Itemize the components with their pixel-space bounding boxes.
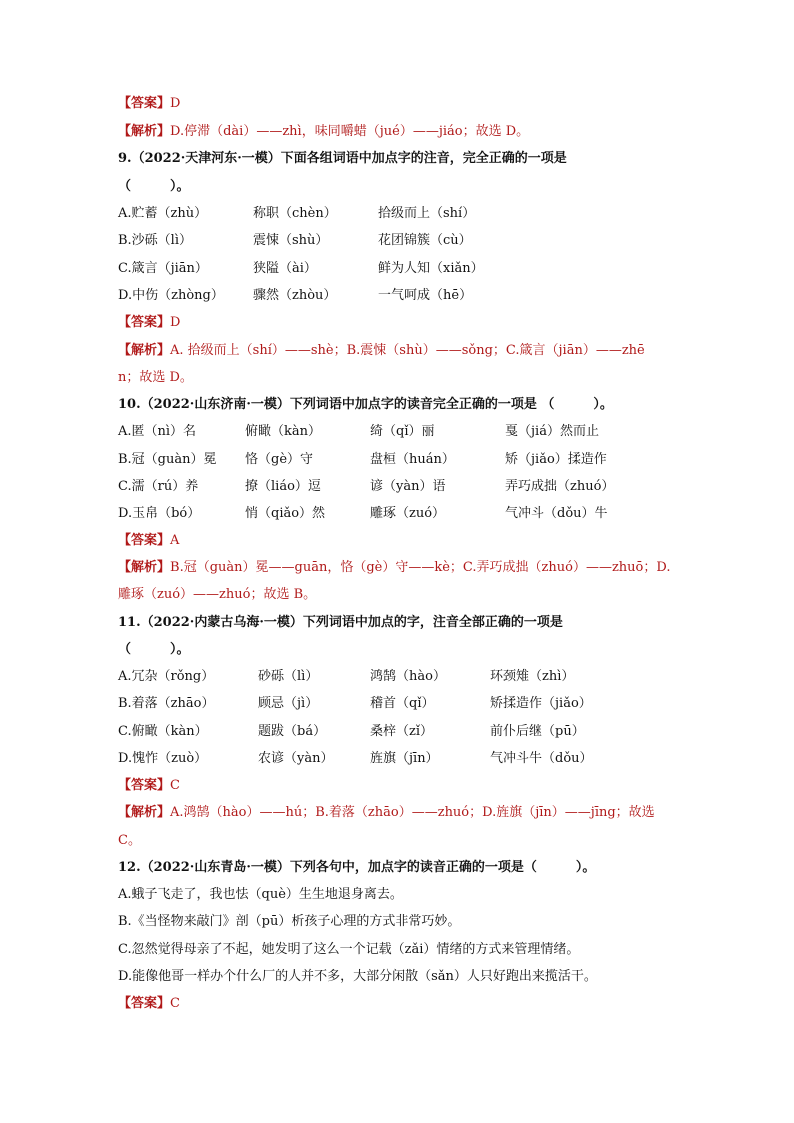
option-item: 拾级而上（shí）: [378, 206, 476, 221]
q11-stem-cont: （ ）。: [118, 642, 190, 657]
answer-label: 【答案】: [118, 315, 171, 330]
option-item: 矫揉造作（jiǎo）: [490, 696, 592, 711]
q11-stem: 11.（2022·内蒙古乌海·一模）下列词语中加点的字，注音全部正确的一项是: [118, 615, 563, 630]
option-item: 花团锦簇（cù）: [378, 233, 472, 248]
option-item: 戛（jiá）然而止: [505, 424, 599, 439]
option-item: A.贮蓄（zhù）: [118, 206, 208, 221]
option-item: C.箴言（jiān）: [118, 261, 208, 276]
option-item: 稽首（qǐ）: [370, 696, 435, 711]
option-item: 盘桓（huán）: [370, 452, 455, 467]
option-item: A.匿（nì）名: [118, 424, 197, 439]
option-item: 称职（chèn）: [253, 206, 337, 221]
option-item: 恪（gè）守: [245, 452, 314, 467]
answer-value: D: [170, 96, 181, 111]
q9-analysis-cont: n；故选 D。: [118, 370, 193, 385]
q12-option-b: B.《当怪物来敲门》剖（pū）析孩子心理的方式非常巧妙。: [118, 914, 461, 929]
option-item: 鲜为人知（xiǎn）: [378, 261, 484, 276]
q12-stem: 12.（2022·山东青岛·一模）下列各句中，加点字的读音正确的一项是（ ）。: [118, 860, 596, 875]
option-item: B.着落（zhāo）: [118, 696, 215, 711]
analysis-text: D.停滞（dài）——zhì，味同嚼蜡（jué）——jiáo；故选 D。: [170, 124, 530, 139]
option-item: B.冠（guàn）冕: [118, 452, 217, 467]
option-item: D.中伤（zhòng）: [118, 288, 224, 303]
option-item: 题跋（bá）: [258, 724, 327, 739]
analysis-text: A. 拾级而上（shí）——shè；B.震悚（shù）——sǒng；C.箴言（jiān）——zhē: [170, 343, 645, 358]
option-item: B.沙砾（lì）: [118, 233, 193, 248]
option-item: 矫（jiǎo）揉造作: [505, 452, 607, 467]
option-item: 一气呵成（hē）: [378, 288, 473, 303]
option-item: 旌旗（jīn）: [370, 751, 439, 766]
option-item: 弄巧成拙（zhuó）: [505, 479, 615, 494]
option-item: 顾忌（jì）: [258, 696, 319, 711]
q9-analysis: [118, 342, 645, 360]
answer-label: 【答案】: [118, 96, 171, 111]
q11-answer: [118, 777, 180, 795]
option-item: 农谚（yàn）: [258, 751, 334, 766]
option-item: 桑梓（zǐ）: [370, 724, 434, 739]
analysis-label: 【解析】: [118, 124, 171, 139]
answer-label: 【答案】: [118, 778, 171, 793]
option-item: 砂砾（lì）: [258, 669, 319, 684]
q9-answer: [118, 314, 180, 332]
option-item: D.玉帛（bó）: [118, 506, 201, 521]
option-item: 环颈雉（zhì）: [490, 669, 575, 684]
option-item: 俯瞰（kàn）: [245, 424, 322, 439]
option-item: 雕琢（zuó）: [370, 506, 446, 521]
analysis-text: B.冠（guàn）冕——guān，恪（gè）守——kè；C.弄巧成拙（zhuó）——zhuō；D.: [170, 560, 671, 575]
top-answer-line: [118, 95, 180, 113]
option-item: D.愧怍（zuò）: [118, 751, 208, 766]
q11-analysis-cont: C。: [118, 833, 141, 848]
option-item: 气冲斗（dǒu）牛: [505, 506, 608, 521]
answer-value: C: [170, 778, 180, 793]
analysis-text: A.鸿鹄（hào）——hú；B.着落（zhāo）——zhuó；D.旌旗（jīn）——jīng；故选: [170, 805, 655, 820]
q9-stem-cont: （ ）。: [118, 179, 190, 194]
option-item: 撩（liáo）逗: [245, 479, 321, 494]
option-item: 狭隘（ài）: [253, 261, 317, 276]
q10-analysis-cont: 雕琢（zuó）——zhuó；故选 B。: [118, 587, 317, 602]
option-item: 绮（qǐ）丽: [370, 424, 435, 439]
option-item: 前仆后继（pū）: [490, 724, 585, 739]
option-item: 悄（qiǎo）然: [245, 506, 326, 521]
option-item: A.冗杂（rǒng）: [118, 669, 215, 684]
option-item: 震悚（shù）: [253, 233, 329, 248]
analysis-label: 【解析】: [118, 805, 171, 820]
q10-stem: 10.（2022·山东济南·一模）下列词语中加点字的读音完全正确的一项是 （ ）。: [118, 397, 613, 412]
q9-stem: 9.（2022·天津河东·一模）下面各组词语中加点字的注音，完全正确的一项是: [118, 151, 567, 166]
option-item: C.俯瞰（kàn）: [118, 724, 208, 739]
q10-analysis: [118, 559, 670, 577]
option-item: C.濡（rú）养: [118, 479, 199, 494]
answer-label: 【答案】: [118, 996, 171, 1011]
q12-option-a: A.蛾子飞走了，我也怯（què）生生地退身离去。: [118, 887, 403, 902]
q12-option-c: C.忽然觉得母亲了不起，她发明了这么一个记载（zǎi）情绪的方式来管理情绪。: [118, 942, 580, 957]
answer-label: 【答案】: [118, 533, 171, 548]
analysis-label: 【解析】: [118, 560, 171, 575]
option-item: 鸿鹄（hào）: [370, 669, 446, 684]
option-item: 气冲斗牛（dǒu）: [490, 751, 593, 766]
answer-value: C: [170, 996, 180, 1011]
option-item: 谚（yàn）语: [370, 479, 446, 494]
q10-answer: [118, 532, 179, 550]
q12-answer: [118, 995, 180, 1013]
top-analysis-line: [118, 123, 529, 141]
q12-option-d: D.能像他哥一样办个什么厂的人并不多，大部分闲散（sǎn）人只好跑出来揽活干。: [118, 969, 597, 984]
analysis-label: 【解析】: [118, 343, 171, 358]
answer-value: A: [170, 533, 180, 548]
q11-analysis: [118, 804, 655, 822]
answer-value: D: [170, 315, 181, 330]
option-item: 骤然（zhòu）: [253, 288, 337, 303]
